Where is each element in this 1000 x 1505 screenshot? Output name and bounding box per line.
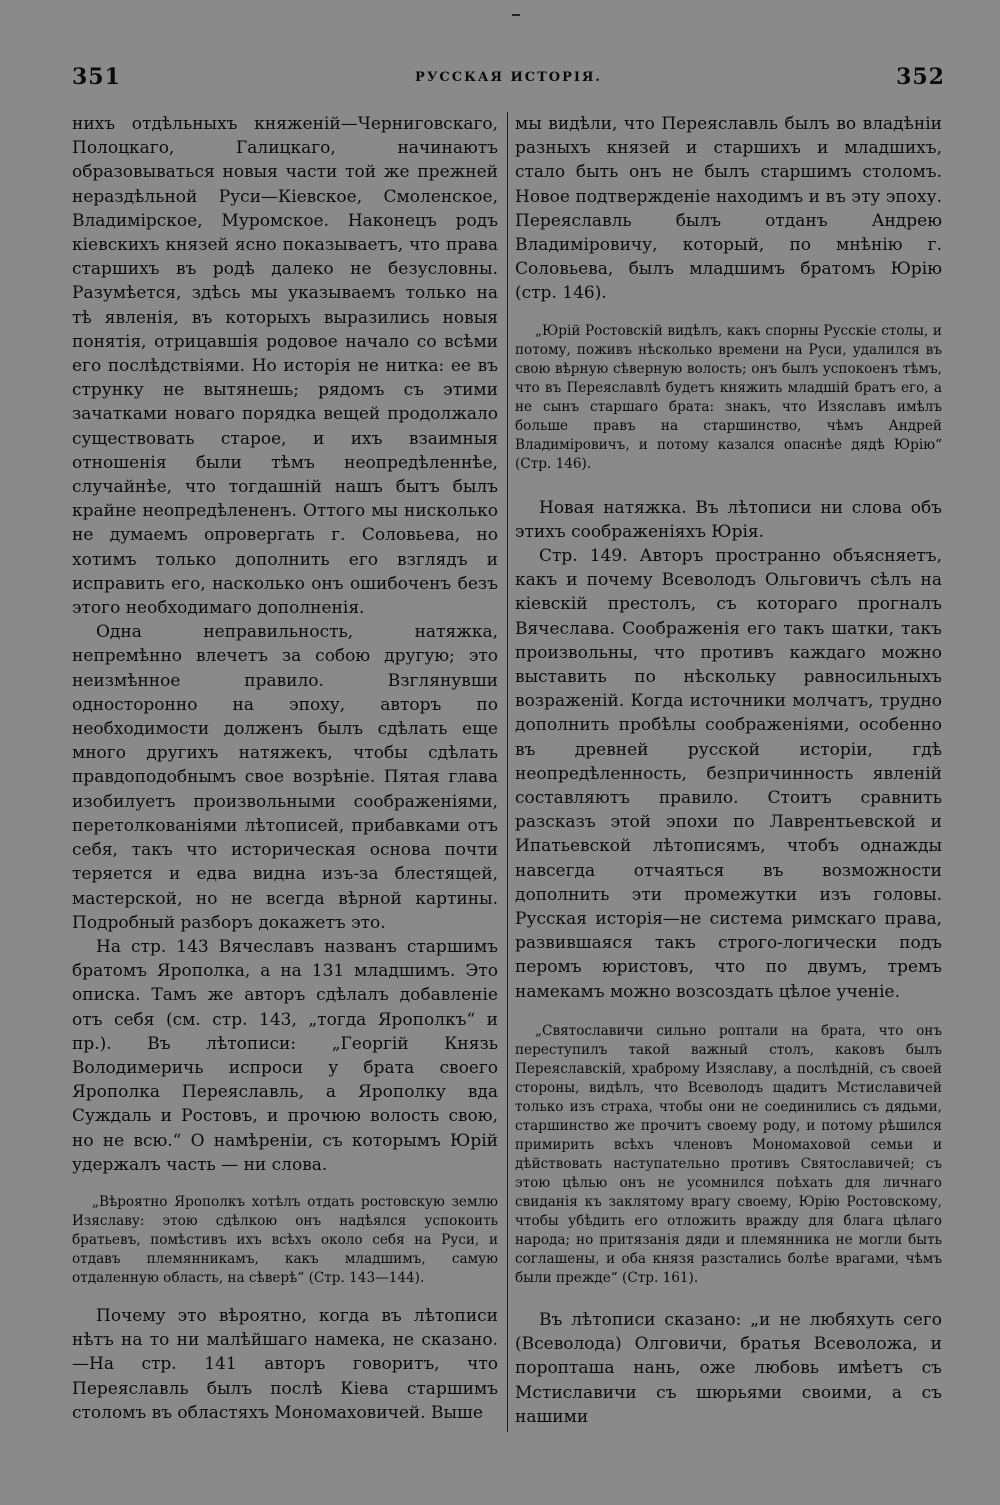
paragraph: Почему это вѣроятно, когда въ лѣтописи нѣтъ на то ни малѣйшаго намека, не сказано.—На стр. 141 авторъ говоритъ, что Переяславль былъ послѣ Кіева старшимъ столомъ въ областяхъ Мономаховичей. Выше xyxy=(72,1305,498,1423)
paragraph: Новая натяжка. Въ лѣтописи ни слова объ этихъ соображеніяхъ Юрія. xyxy=(515,497,942,542)
column-divider xyxy=(507,112,508,1432)
block-quote: „Вѣроятно Ярополкъ хотѣлъ отдать ростовскую землю Изяславу: этою сдѣлкою онъ надѣялся успокоить братьевъ, помѣстивъ ихъ всѣхъ около себя на Руси, и отдавъ племянникамъ, какъ младшимъ, самую отдаленную область, на сѣверѣ“ (Стр. 143—144). xyxy=(72,1193,498,1286)
right-page-number: 352 xyxy=(896,64,945,90)
page-header xyxy=(72,60,945,94)
left-column xyxy=(72,112,498,1425)
right-column xyxy=(515,112,942,1429)
block-quote: „Святославичи сильно роптали на брата, что онъ переступилъ такой важный столъ, каковъ былъ Переяславскій, храброму Изяславу, а послѣдній, съ своей стороны, видѣлъ, что Всеволодъ щадитъ Мстиславичей только изъ страха, чтобы они не соединились съ дядьми, старшинство же прочитъ своему роду, и потому рѣшился примирить всѣхъ членовъ Мономаховой семьи и дѣйствовать наступательно противъ Святославичей; съ этою цѣлью онъ не усомнился поѣхать для личнаго свиданія къ заклятому врагу своему, Юрію Ростовскому, чтобы убѣдить его отложить вражду для блага цѣлаго народа; но притязанія дяди и племянника не могли быть соглашены, и оба князя разстались болѣе врагами, чѣмъ были прежде“ (Стр. 161). xyxy=(515,1022,942,1286)
paragraph: Одна неправильность, натяжка, непремѣнно влечетъ за собою другую; это неизмѣнное правило. Взглянувши односторонно на эпоху, авторъ по необходимости долженъ былъ сдѣлать еще много другихъ натяжекъ, чтобы сдѣлать правдоподобнымъ свое возрѣніе. Пятая глава изобилуетъ произвольными соображеніями, перетолкованіями лѣтописей, прибавками отъ себя, такъ что историческая основа почти теряется и едва видна изъ-за блестящей, мастерской, но не всегда вѣрной картины. Подробный разборъ докажетъ это. xyxy=(72,622,498,933)
paragraph: Стр. 149. Авторъ пространно объясняетъ, какъ и почему Всеволодъ Ольговичъ сѣлъ на кіевскій престолъ, съ котораго прогналъ Вячеслава. Соображенія его такъ шатки, такъ произвольны, что противъ каждаго можно выставить по нѣскольку равносильныхъ возраженій. Когда источники молчатъ, трудно дополнить пробѣлы соображеніями, особенно въ древней русской исторіи, гдѣ неопредѣленность, безпричинность явленій составляютъ правило. Стоитъ сравнить разсказъ этой эпохи по Лаврентьевской и Ипатьевской лѣтописямъ, чтобъ однажды навсегда отчаяться въ возможности дополнить эти промежутки изъ головы. Русская исторія—не система римскаго права, развившаяся такъ строго-логически подъ перомъ юристовъ, что по двумъ, тремъ намекамъ можно возсоздать цѣлое ученіе. xyxy=(515,546,942,1002)
paragraph: мы видѣли, что Переяславль былъ во владѣніи разныхъ князей и старшихъ и младшихъ, стало быть онъ не былъ старшимъ столомъ. Новое подтвержденіе находимъ и въ эту эпоху. Переяславль былъ отданъ Андрею Владиміровичу, который, по мнѣнію г. Соловьева, былъ младшимъ братомъ Юрію (стр. 146). xyxy=(515,114,942,304)
print-mark xyxy=(512,14,520,16)
paragraph: Въ лѣтописи сказано: „и не любяхуть сего (Всеволода) Олговичи, братья Всеволожа, и поропташа нань, оже любовь имѣетъ съ Мстиславичи съ шюрьями своими, а съ нашими xyxy=(515,1309,942,1427)
paragraph: На стр. 143 Вячеславъ названъ старшимъ братомъ Ярополка, а на 131 младшимъ. Это описка. Тамъ же авторъ сдѣлалъ добавленіе отъ себя (см. стр. 143, „тогда Ярополкъ“ и пр.). Въ лѣтописи: „Георгій Князь Володимеричь испроси у брата своего Ярополка Переяславль, а Ярополку вда Суждаль и Ростовъ, и прочюю волость свою, но не всю.“ О намѣреніи, съ которымъ Юрій удержалъ часть — ни слова. xyxy=(72,936,498,1175)
left-page-number: 351 xyxy=(72,64,121,90)
paragraph: нихъ отдѣльныхъ княженій—Черниговскаго, Полоцкаго, Галицкаго, начинаютъ образовываться новыя части той же прежней нераздѣльной Руси—Кіевское, Смоленское, Владимірское, Муромское. Наконецъ родъ кіевскихъ князей ясно показываетъ, что права старшихъ въ родѣ далеко не безусловны. Разумѣется, здѣсь мы указываемъ только на тѣ явленія, въ которыхъ выразились новыя понятія, отрицавшія родовое начало со всѣми его послѣдствіями. Но исторія не нитка: ее въ струнку не вытянешь; рядомъ съ этими зачатками новаго порядка вещей продолжало существовать старое, и ихъ взаимныя отношенія были тѣмъ неопредѣленнѣе, случайнѣе, что тогдашній нашъ бытъ былъ крайне неопредѣлененъ. Оттого мы нисколько не думаемъ опровергать г. Соловьева, но хотимъ только дополнить его взглядъ и исправить его, насколько онъ ошибоченъ безъ этого необходимаго дополненія. xyxy=(72,114,498,619)
block-quote: „Юрій Ростовскій видѣлъ, какъ спорны Русскіе столы, и потому, поживъ нѣсколько времени на Руси, удалился въ свою вѣрную сѣверную волость; онъ былъ успокоенъ тѣмъ, что въ Переяславлѣ будетъ княжить младшій братъ его, а не сынъ старшаго брата: знакъ, что Изяславъ имѣлъ больше правъ на старшинство, чѣмъ Андрей Владиміровичъ, и потому казался опаснѣе дядѣ Юрію“ (Стр. 146). xyxy=(515,322,942,472)
running-title: РУССКАЯ ИСТОРІЯ. xyxy=(415,69,602,85)
